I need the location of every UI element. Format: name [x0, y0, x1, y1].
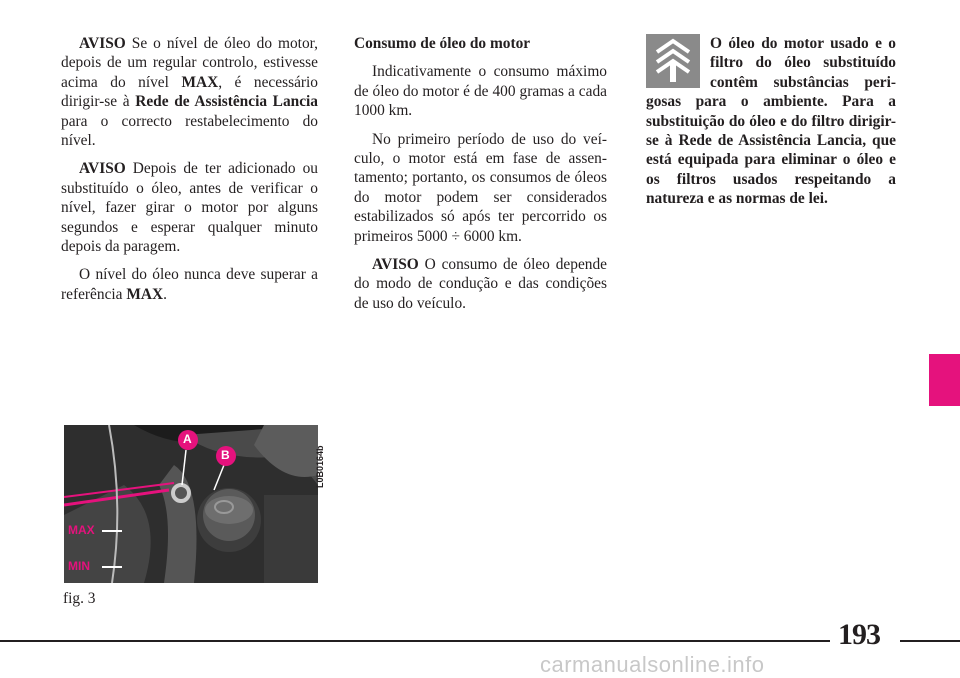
paragraph-aviso-1: AVISO Se o nível de óleo do motor, depois de um regular controlo, estivesse acima do nível MAX, é necessário dirigir-se à Rede de Assistência Lancia para o correcto restabelecimento do nível.: [61, 35, 319, 150]
paragraph-break-in: No primeiro período de uso do veículo, o motor está em fase de assentamento; portanto, os consumos de óleos do motor podem ser considerados estabilizados só após ter percorrido os primeiros 5000 ÷ 6000 km.: [354, 130, 607, 245]
section-heading: Consumo de óleo do motor: [354, 35, 531, 52]
paragraph-aviso-3: AVISO O consumo de óleo depende do modo de condução e das condições de uso do veículo.: [354, 256, 607, 312]
column-right: [646, 34, 896, 218]
label-b: B: [221, 448, 230, 462]
page-number: 193: [838, 618, 880, 651]
environment-warning: O óleo do motor usado e o filtro do óleo substituído contêm substâncias perigosas para o ambiente. Para a substituição do óleo e do filtro dirigir-se à Rede de Assistência Lancia, que está equipada para eliminar o óleo e os filtros usados respeitando a natureza e as normas de lei.: [646, 35, 896, 208]
figure-caption: fig. 3: [63, 590, 96, 607]
section-tab: [929, 354, 960, 406]
recycle-arrows-icon: [646, 34, 700, 88]
engine-oil-photo: [64, 425, 318, 583]
column-left: [61, 34, 318, 313]
footer-rule: [0, 640, 960, 642]
watermark: carmanualsonline.info: [540, 652, 765, 677]
label-a: A: [183, 432, 192, 446]
column-middle: [354, 34, 607, 322]
label-min: MIN: [68, 559, 90, 573]
paragraph-consumption: Indicativamente o consumo máximo de óleo do motor é de 400 gramas a cada 1000 km.: [354, 63, 607, 120]
paragraph-aviso-2: AVISO Depois de ter adicionado ou substituído o óleo, antes de verificar o nível, fazer girar o motor por alguns segundos e esperar qualquer minuto depois da paragem.: [61, 160, 318, 256]
label-max: MAX: [68, 523, 95, 537]
paragraph-max-level: O nível do óleo nunca deve superar a referência MAX.: [61, 266, 318, 303]
figure-code: L0B0164b: [315, 445, 325, 488]
